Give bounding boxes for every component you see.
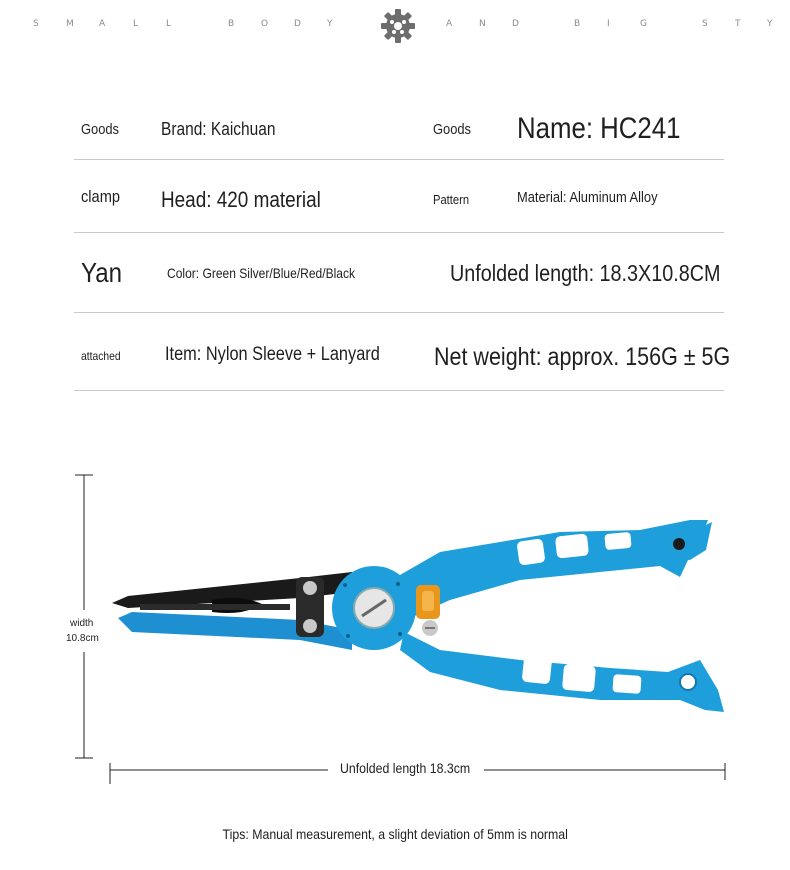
tips-text: Tips: Manual measurement, a slight deviation of 5mm is normal xyxy=(222,826,568,842)
spec-row xyxy=(74,313,731,391)
width-label: width xyxy=(70,618,94,629)
banner-letter: Y xyxy=(327,19,335,29)
banner-letter: L xyxy=(133,19,141,29)
banner-letter: B xyxy=(228,19,237,29)
spec-row xyxy=(74,96,724,160)
spec-label: clamp xyxy=(81,187,121,206)
banner-letter: A xyxy=(446,19,455,29)
spec-value: Color: Green Silver/Blue/Red/Black xyxy=(167,265,356,281)
banner-letter: Y xyxy=(767,19,775,29)
banner-letter: B xyxy=(574,19,583,29)
spec-value: Net weight: approx. 156G ± 5G xyxy=(434,343,731,371)
banner-letter: G xyxy=(640,19,649,29)
spec-value: Head: 420 material xyxy=(161,187,321,212)
spec-row xyxy=(74,233,724,313)
tips-note xyxy=(0,826,790,842)
banner-letter: M xyxy=(66,19,76,29)
banner-letter: N xyxy=(479,19,488,29)
spec-value: Unfolded length: 18.3X10.8CM xyxy=(450,260,721,286)
banner-letter: S xyxy=(33,19,41,29)
banner-letter: S xyxy=(702,19,710,29)
spec-value: Brand: Kaichuan xyxy=(161,119,276,139)
spec-value: Material: Aluminum Alloy xyxy=(517,189,658,206)
spec-label: Goods xyxy=(81,121,120,138)
spec-value: Item: Nylon Sleeve + Lanyard xyxy=(165,344,380,365)
banner-letter: A xyxy=(99,19,108,29)
spec-label: Pattern xyxy=(433,192,470,207)
pliers-body xyxy=(112,520,724,712)
spec-label: Goods xyxy=(433,121,472,138)
banner-letter: D xyxy=(512,19,521,29)
spec-value: Name: HC241 xyxy=(517,112,681,145)
width-value: 10.8cm xyxy=(66,633,99,644)
length-label: Unfolded length 18.3cm xyxy=(340,760,471,776)
banner-letter: O xyxy=(261,19,271,29)
width-dimension-line xyxy=(75,475,93,758)
banner-letter: T xyxy=(735,19,743,29)
banner-letter: L xyxy=(166,19,174,29)
banner-letter: D xyxy=(294,19,303,29)
product-figure xyxy=(0,440,790,820)
spec-label: Yan xyxy=(81,257,123,288)
spec-row xyxy=(74,160,724,233)
gear-icon xyxy=(380,8,416,44)
spec-label: attached xyxy=(81,349,121,363)
spec-table xyxy=(74,96,731,391)
banner-letter: I xyxy=(607,19,612,29)
top-banner xyxy=(0,0,790,50)
